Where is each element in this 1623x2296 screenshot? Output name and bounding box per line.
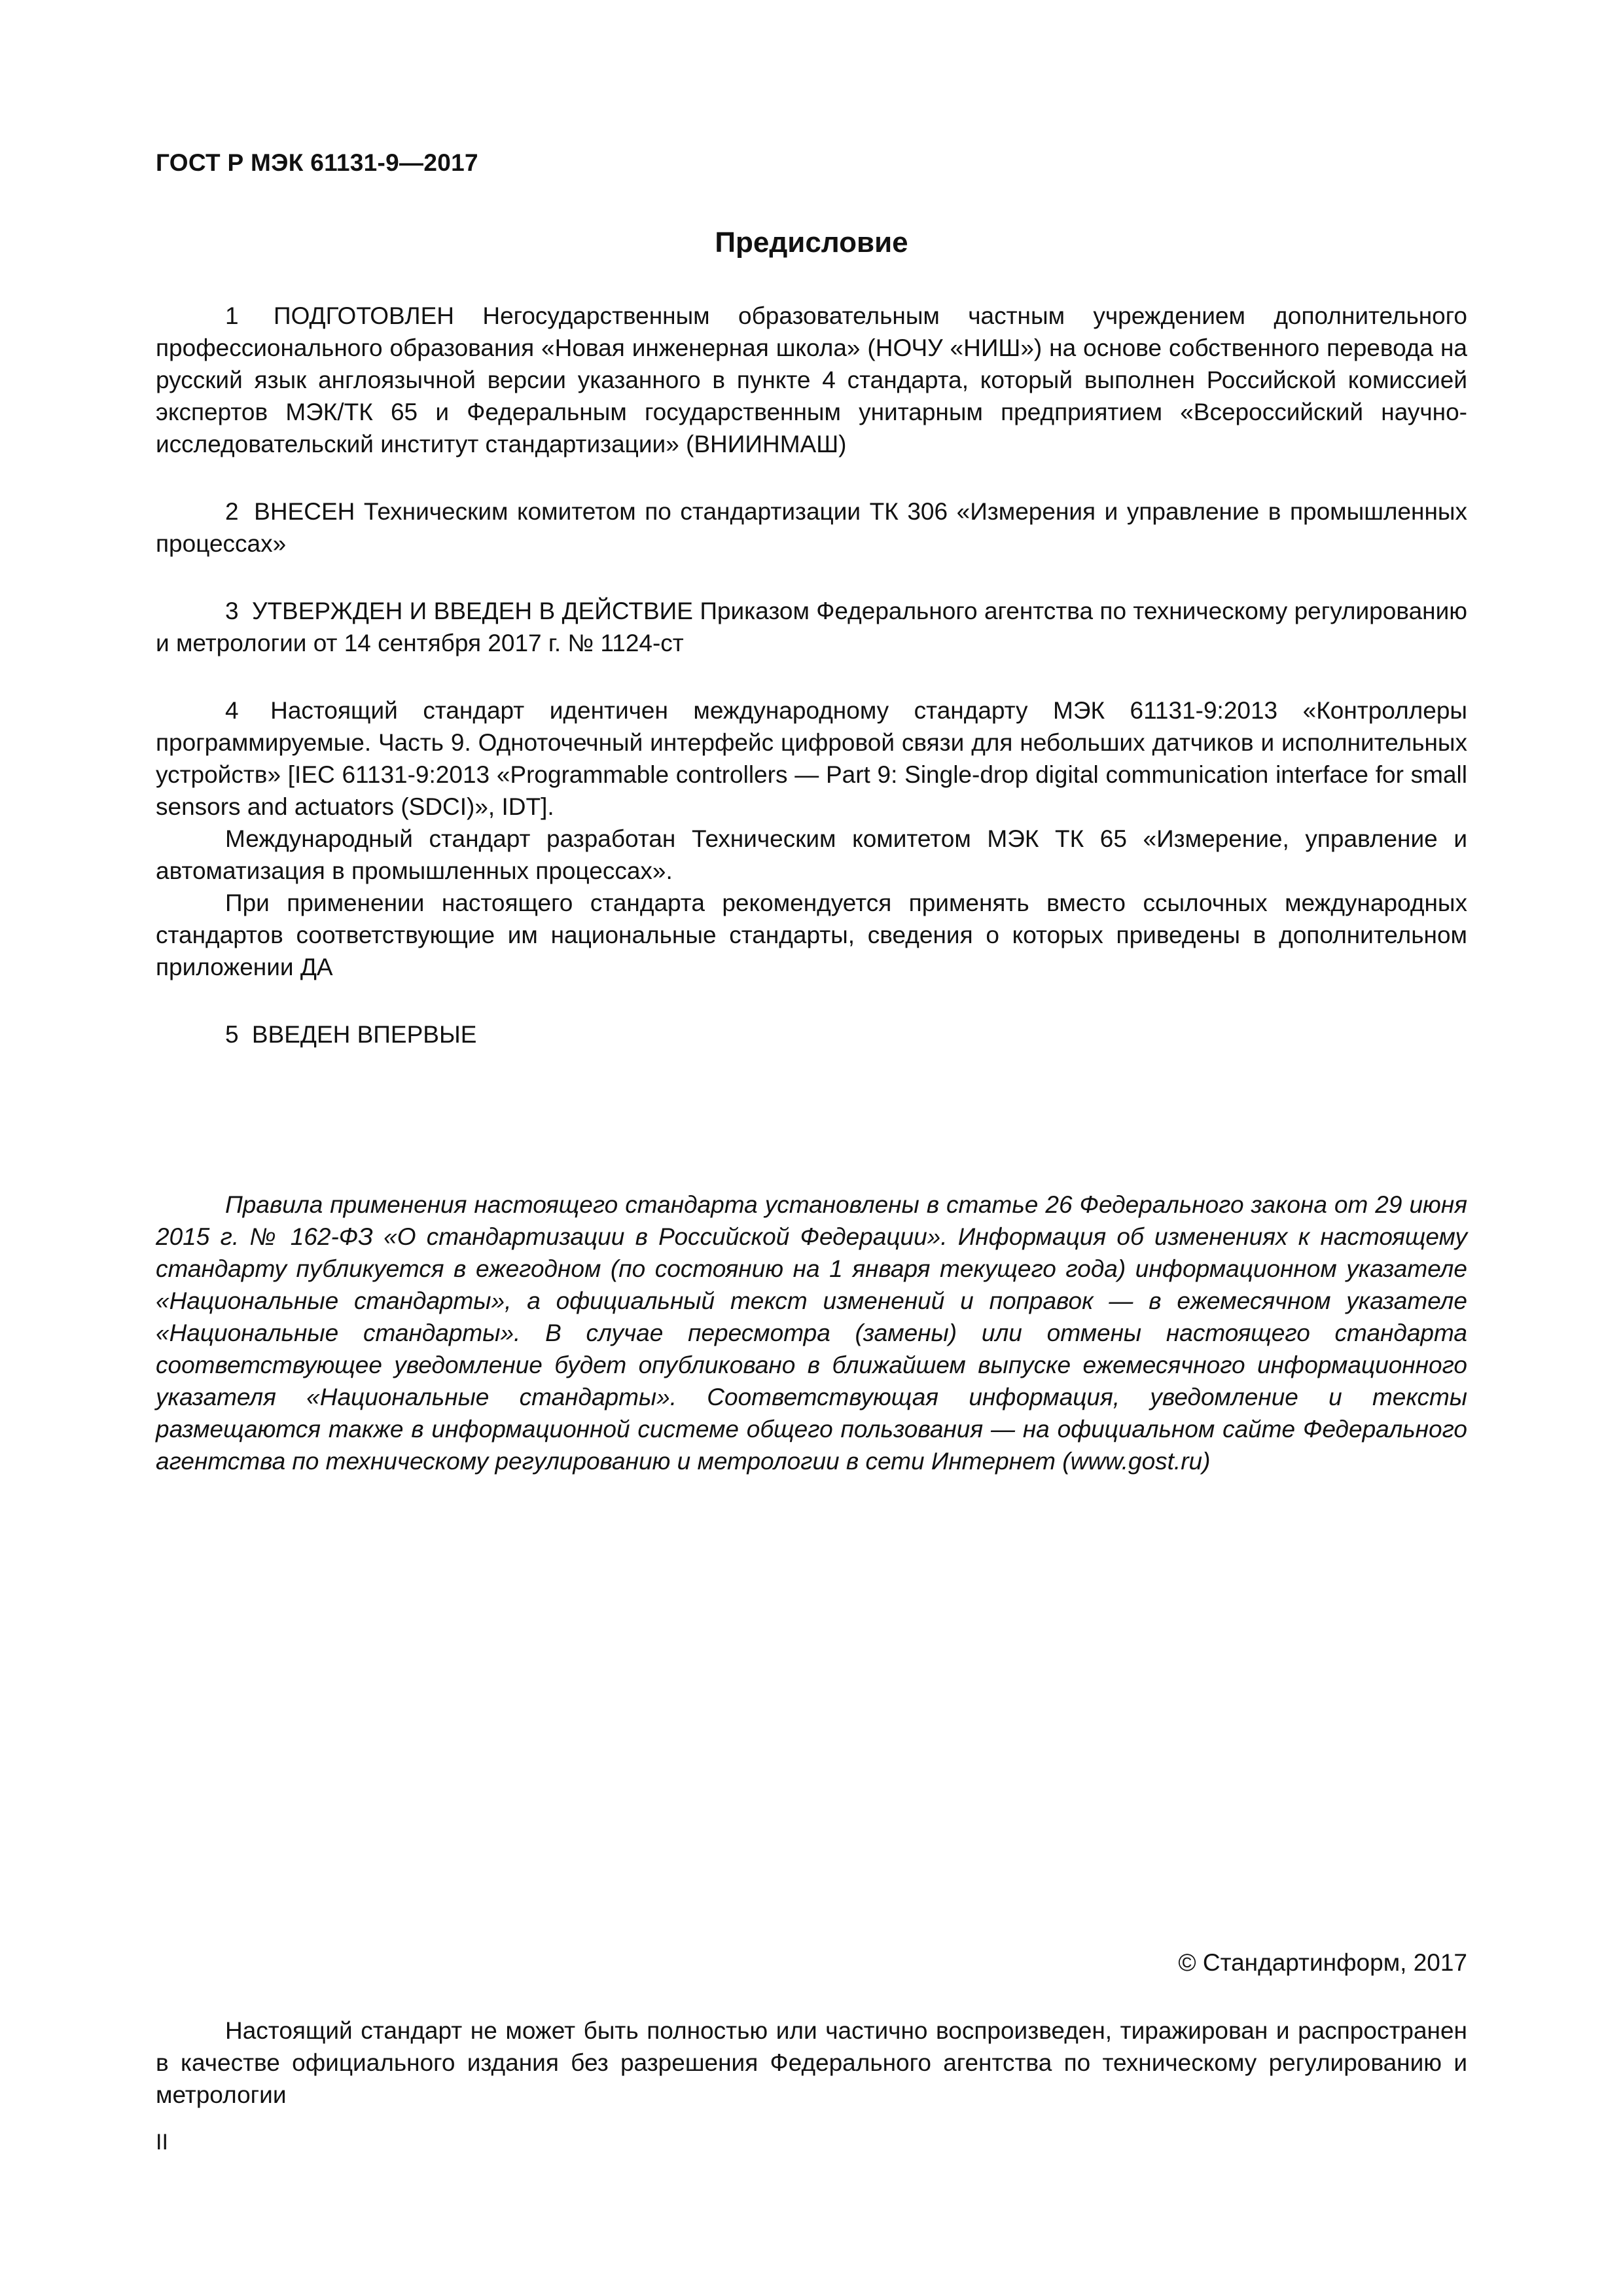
foreword-item-5 xyxy=(156,1018,1467,1050)
foreword-item-3 xyxy=(156,595,1467,659)
item-text: УТВЕРЖДЕН И ВВЕДЕН В ДЕЙСТВИЕ Приказом Федерального агентства по техническому регулированию и метрологии от 14 сентября 2017 г. № 1124-ст xyxy=(156,598,1467,656)
foreword-item-4 xyxy=(156,694,1467,823)
item-number: 2 xyxy=(225,498,239,525)
item-text: Настоящий стандарт идентичен международному стандарту МЭК 61131-9:2013 «Контроллеры программируемые. Часть 9. Одноточечный интерфейс цифровой связи для небольших датчиков и исполнительных устройств» [IEC 61131-9:2013 «Programmable controllers — Part 9: Single-drop digital communication interface for small sensors and actuators (SDCI)», IDT]. xyxy=(156,697,1467,820)
foreword-item-2 xyxy=(156,495,1467,560)
item-number: 3 xyxy=(225,598,239,624)
item-number: 5 xyxy=(225,1021,239,1048)
foreword-item-4-extra-1: Международный стандарт разработан Техническим комитетом МЭК ТК 65 «Измерение, управление и автоматизация в промышленных процессах». xyxy=(156,825,1467,884)
legal-notice: Правила применения настоящего стандарта установлены в статье 26 Федерального закона от 29 июня 2015 г. № 162-ФЗ «О стандартизации в Российской Федерации». Информация об изменениях к настоящему стандарту публикуется в ежегодном (по состоянию на 1 января текущего года) информационном указателе «Национальные стандарты», а официальный текст изменений и поправок — в ежемесячном указателе «Национальные стандарты». В случае пересмотра (замены) или отмены настоящего стандарта соответствующее уведомление будет опубликовано в ближайшем выпуске ежемесячного информационного указателя «Национальные стандарты». Соответствующая информация, уведомление и тексты размещаются также в информационной системе общего пользования — на официальном сайте Федерального агентства по техническому регулированию и метрологии в сети Интернет (www.gost.ru) xyxy=(156,1191,1467,1475)
foreword-items xyxy=(156,300,1467,1050)
document-code-header: ГОСТ Р МЭК 61131-9—2017 xyxy=(156,149,478,176)
item-number: 4 xyxy=(225,697,239,724)
item-number: 1 xyxy=(225,302,239,329)
foreword-item-4-extra-2: При применении настоящего стандарта рекомендуется применять вместо ссылочных международных стандартов соответствующие им национальные стандарты, сведения о которых приведены в дополнительном приложении ДА xyxy=(156,889,1467,980)
copyright-line: © Стандартинформ, 2017 xyxy=(1178,1949,1467,1976)
item-text: ВНЕСЕН Техническим комитетом по стандартизации ТК 306 «Измерения и управление в промышленных процессах» xyxy=(156,498,1468,557)
item-text: ПОДГОТОВЛЕН Негосударственным образовательным частным учреждением дополнительного профессионального образования «Новая инженерная школа» (НОЧУ «НИШ») на основе собственного перевода на русский язык англоязычной версии указанного в пункте 4 стандарта, который выполнен Российской комиссией экспертов МЭК/ТК 65 и Федеральным государственным унитарным предприятием «Всероссийский научно-исследовательский институт стандартизации» (ВНИИНМАШ) xyxy=(156,302,1467,457)
foreword-item-1 xyxy=(156,300,1467,460)
item-text: ВВЕДЕН ВПЕРВЫЕ xyxy=(251,1021,477,1048)
reproduction-notice: Настоящий стандарт не может быть полностью или частично воспроизведен, тиражирован и распространен в качестве официального издания без разрешения Федерального агентства по техническому регулированию и метрологии xyxy=(156,2017,1467,2108)
section-title: Предисловие xyxy=(715,226,908,259)
page-number: II xyxy=(156,2130,168,2155)
